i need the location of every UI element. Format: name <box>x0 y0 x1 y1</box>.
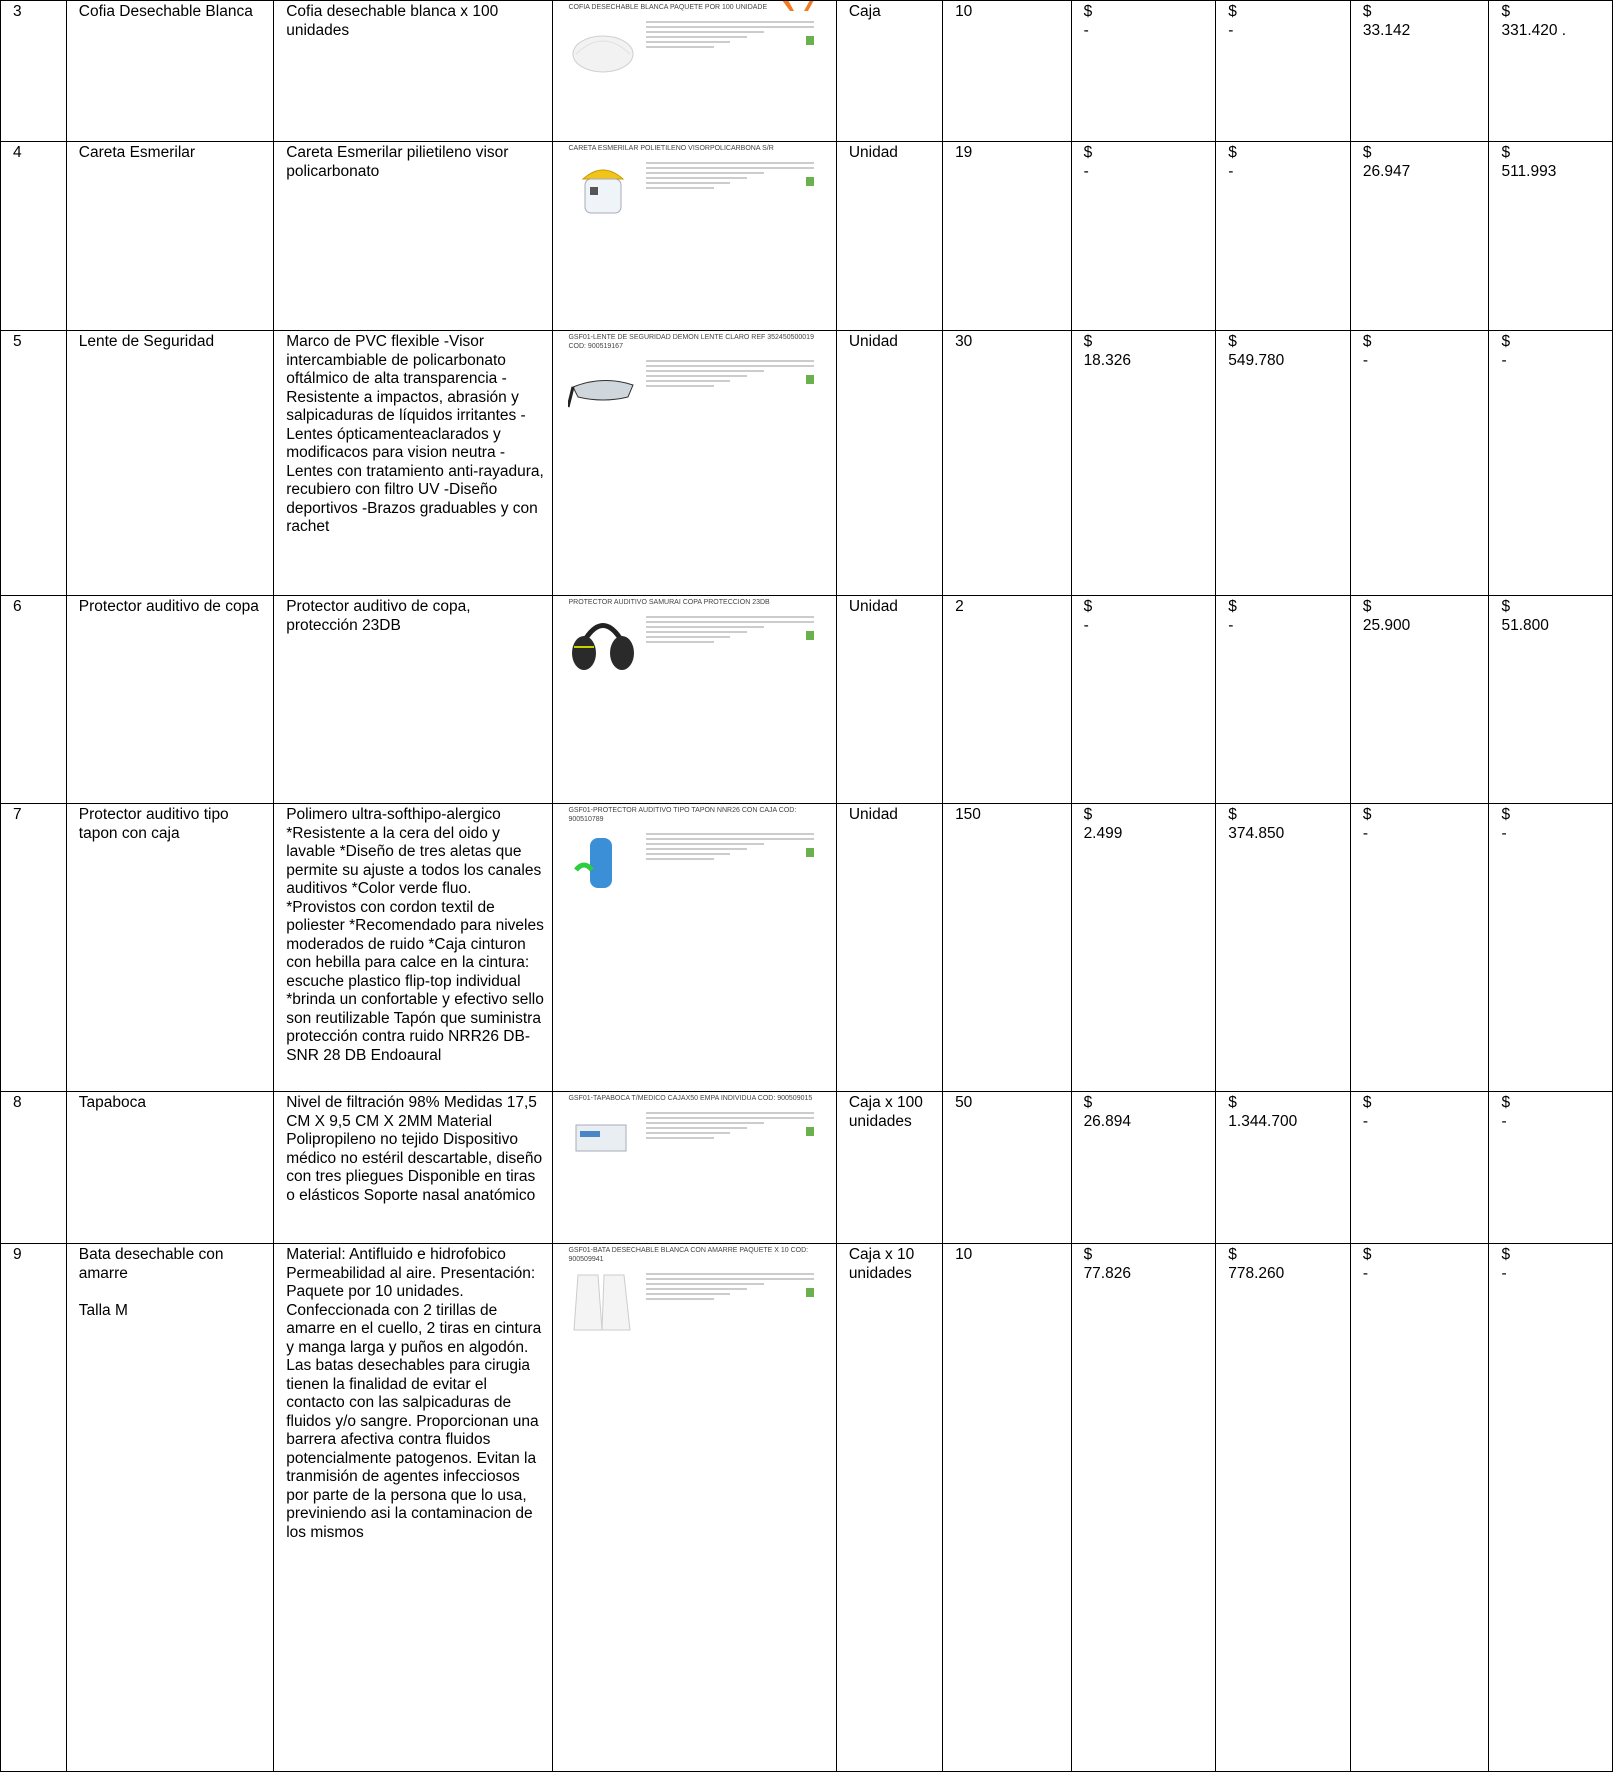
currency-symbol: $ <box>1501 806 1511 823</box>
product-photo <box>568 1109 638 1171</box>
table-row <box>1 142 1613 331</box>
price-value: 77.826 <box>1083 1264 1131 1282</box>
product-screenshot-title: GSF01-LENTE DE SEGURIDAD DEMON LENTE CLARO REF 352450500019 COD: 900519167 <box>568 334 814 350</box>
product-screenshot-title: PROTECTOR AUDITIVO SAMURAI COPA PROTECCION 23DB <box>568 599 770 606</box>
item-name: Bata desechable con amarre <box>78 1246 224 1282</box>
currency-symbol: $ <box>1362 333 1372 350</box>
currency-symbol: $ <box>1501 3 1511 20</box>
item-description: Cofia desechable blanca x 100 unidades <box>286 3 499 39</box>
product-screenshot-title: CARETA ESMERILAR POLIETILENO VISORPOLICARBONA S/R <box>568 145 774 152</box>
item-name: Tapaboca <box>78 1094 146 1111</box>
quantity: 2 <box>955 598 964 615</box>
price-value: - <box>1083 21 1089 39</box>
unit-of-measure: Caja x 10 unidades <box>848 1246 915 1282</box>
currency-symbol: $ <box>1501 333 1511 350</box>
table-row <box>1 331 1613 596</box>
unit-of-measure: Unidad <box>848 333 898 350</box>
table-row <box>1 1244 1613 1772</box>
price-value: 374.850 <box>1228 824 1285 842</box>
price-value: 331.420 . <box>1501 21 1567 39</box>
currency-symbol: $ <box>1501 1246 1511 1263</box>
price-value: 511.993 <box>1501 162 1557 180</box>
currency-symbol: $ <box>1362 1246 1372 1263</box>
price-value: - <box>1362 1264 1369 1282</box>
add-to-cart-button <box>806 1127 814 1136</box>
currency-symbol: $ <box>1362 144 1372 161</box>
currency-symbol: $ <box>1083 1094 1093 1111</box>
item-description: Material: Antifluido e hidrofobico Permeabilidad al aire. Presentación: Paquete por 10 unidades. Confeccionada con 2 tirillas de amarre en el cuello, 2 tiras en cintura y manga larga y puños en algodón. Las batas desechables para cirugia tienen la finalidad de evitar el contacto con las salpicaduras de fluidos y/o sangre. Proporcionan una barrera afectiva contra fluidos potencialmente patogenos. Evitan la tranmisión de agentes infecciosos por parte de la persona que lo usa, previniendo asi la contaminacion de los mismos <box>286 1246 542 1541</box>
price-value: - <box>1228 616 1234 634</box>
unit-of-measure: Caja <box>848 3 881 20</box>
price-value: - <box>1501 1112 1507 1130</box>
add-to-cart-button <box>806 375 814 384</box>
product-screenshot-title: GSF01-TAPABOCA T/MEDICO CAJAX50 EMPA INDIVIDUA COD: 900509015 <box>568 1095 813 1102</box>
price-value: 2.499 <box>1083 824 1123 842</box>
item-name: Cofia Desechable Blanca <box>78 3 253 20</box>
quantity: 10 <box>955 3 973 20</box>
row-number: 4 <box>13 144 22 161</box>
price-value: 778.260 <box>1228 1264 1285 1282</box>
item-description: Protector auditivo de copa, protección 23DB <box>286 598 471 634</box>
currency-symbol: $ <box>1228 1094 1237 1111</box>
add-to-cart-button <box>806 848 814 857</box>
price-value: - <box>1228 21 1234 39</box>
currency-symbol: $ <box>1362 1094 1372 1111</box>
item-note: Talla M <box>78 1301 128 1319</box>
currency-symbol: $ <box>1228 333 1237 350</box>
unit-of-measure: Unidad <box>848 806 898 823</box>
currency-symbol: $ <box>1083 3 1093 20</box>
table-row <box>1 1 1613 142</box>
currency-symbol: $ <box>1083 144 1093 161</box>
add-to-cart-button <box>806 36 814 45</box>
price-value: 25.900 <box>1362 616 1411 634</box>
product-screenshot <box>568 806 814 892</box>
item-description: Marco de PVC flexible -Visor intercambiable de policarbonato oftálmico de alta transparencia -Resistente a impactos, abrasión y salpicaduras de líquidos irritantes -Lentes ópticamenteaclarados y modificacos para vision neutra -Lentes con tratamiento anti-rayadura, recubiero con filtro UV -Diseño deportivos -Brazos graduables y con rachet <box>286 333 544 535</box>
item-name: Careta Esmerilar <box>78 144 196 161</box>
currency-symbol: $ <box>1501 144 1511 161</box>
product-screenshot-title: COFIA DESECHABLE BLANCA PAQUETE POR 100 UNIDADE <box>568 4 768 11</box>
price-value: - <box>1362 824 1369 842</box>
currency-symbol: $ <box>1228 3 1237 20</box>
product-screenshot <box>568 598 814 675</box>
currency-symbol: $ <box>1228 806 1237 823</box>
product-photo <box>568 1270 638 1332</box>
price-value: 549.780 <box>1228 351 1285 369</box>
quantity: 30 <box>955 333 973 350</box>
item-description: Nivel de filtración 98% Medidas 17,5 CM X 9,5 CM X 2MM Material Polipropileno no tejido Dispositivo médico no estéril descartable, diseño con tres pliegues Disponible en tiras o elásticos Soporte nasal anatómico <box>286 1094 543 1204</box>
unit-of-measure: Unidad <box>848 144 898 161</box>
price-value: 18.326 <box>1083 351 1131 369</box>
quantity: 19 <box>955 144 973 161</box>
product-screenshot <box>568 144 814 221</box>
currency-symbol: $ <box>1083 598 1093 615</box>
product-screenshot <box>568 1246 814 1332</box>
row-number: 5 <box>13 333 22 350</box>
currency-symbol: $ <box>1362 3 1372 20</box>
currency-symbol: $ <box>1228 144 1237 161</box>
price-value: - <box>1362 1112 1369 1130</box>
product-photo <box>568 357 638 419</box>
price-value: - <box>1501 1264 1507 1282</box>
currency-symbol: $ <box>1083 806 1093 823</box>
product-screenshot <box>568 1094 814 1171</box>
currency-symbol: $ <box>1362 806 1372 823</box>
table-row <box>1 804 1613 1092</box>
price-value: 1.344.700 <box>1228 1112 1298 1130</box>
product-screenshot-title: GSF01-BATA DESECHABLE BLANCA CON AMARRE PAQUETE X 10 COD: 900509941 <box>568 1247 809 1263</box>
price-value: 51.800 <box>1501 616 1549 634</box>
product-photo <box>568 830 638 892</box>
quantity: 150 <box>955 806 981 823</box>
row-number: 8 <box>13 1094 22 1111</box>
quantity: 10 <box>955 1246 973 1263</box>
price-value: - <box>1228 162 1234 180</box>
table-row <box>1 1092 1613 1244</box>
product-photo <box>568 159 638 221</box>
row-number: 3 <box>13 3 22 20</box>
price-value: - <box>1083 616 1089 634</box>
price-value: - <box>1501 824 1507 842</box>
product-photo <box>568 18 638 80</box>
currency-symbol: $ <box>1501 1094 1511 1111</box>
price-value: 26.947 <box>1362 162 1411 180</box>
row-number: 6 <box>13 598 22 615</box>
item-name: Protector auditivo de copa <box>78 598 259 615</box>
row-number: 9 <box>13 1246 22 1263</box>
price-value: - <box>1501 351 1507 369</box>
price-value: 33.142 <box>1362 21 1411 39</box>
table-row <box>1 596 1613 804</box>
currency-symbol: $ <box>1083 1246 1093 1263</box>
currency-symbol: $ <box>1501 598 1511 615</box>
product-screenshot-title: GSF01-PROTECTOR AUDITIVO TIPO TAPON NNR26 CON CAJA COD: 900510789 <box>568 807 797 823</box>
unit-of-measure: Unidad <box>848 598 898 615</box>
table-body <box>1 1 1613 1772</box>
currency-symbol: $ <box>1228 598 1237 615</box>
currency-symbol: $ <box>1228 1246 1237 1263</box>
price-value: 26.894 <box>1083 1112 1131 1130</box>
add-to-cart-button <box>806 177 814 186</box>
add-to-cart-button <box>806 1288 814 1297</box>
unit-of-measure: Caja x 100 unidades <box>848 1094 923 1130</box>
price-value: - <box>1083 162 1089 180</box>
item-description: Careta Esmerilar pilietileno visor policarbonato <box>286 144 509 180</box>
product-screenshot <box>568 3 814 80</box>
currency-symbol: $ <box>1083 333 1093 350</box>
product-screenshot <box>568 333 814 419</box>
currency-symbol: $ <box>1362 598 1372 615</box>
price-value: - <box>1362 351 1369 369</box>
product-photo <box>568 613 638 675</box>
add-to-cart-button <box>806 631 814 640</box>
row-number: 7 <box>13 806 22 823</box>
item-name: Protector auditivo tipo tapon con caja <box>78 806 229 842</box>
item-name: Lente de Seguridad <box>78 333 215 350</box>
item-description: Polimero ultra-softhipo-alergico *Resistente a la cera del oido y lavable *Diseño de tres aletas que permite su ajuste a todos los canales auditivos *Color verde fluo. *Provistos con cordon textil de poliester *Recomendado para niveles moderados de ruido *Caja cinturon con hebilla para calce en la cintura: escuche plastico flip-top individual *brinda un confortable y efectivo sello son reutilizable Tapón que suministra protección contra ruido NRR26 DB-SNR 28 DB Endoaural <box>286 806 544 1064</box>
quantity: 50 <box>955 1094 973 1111</box>
